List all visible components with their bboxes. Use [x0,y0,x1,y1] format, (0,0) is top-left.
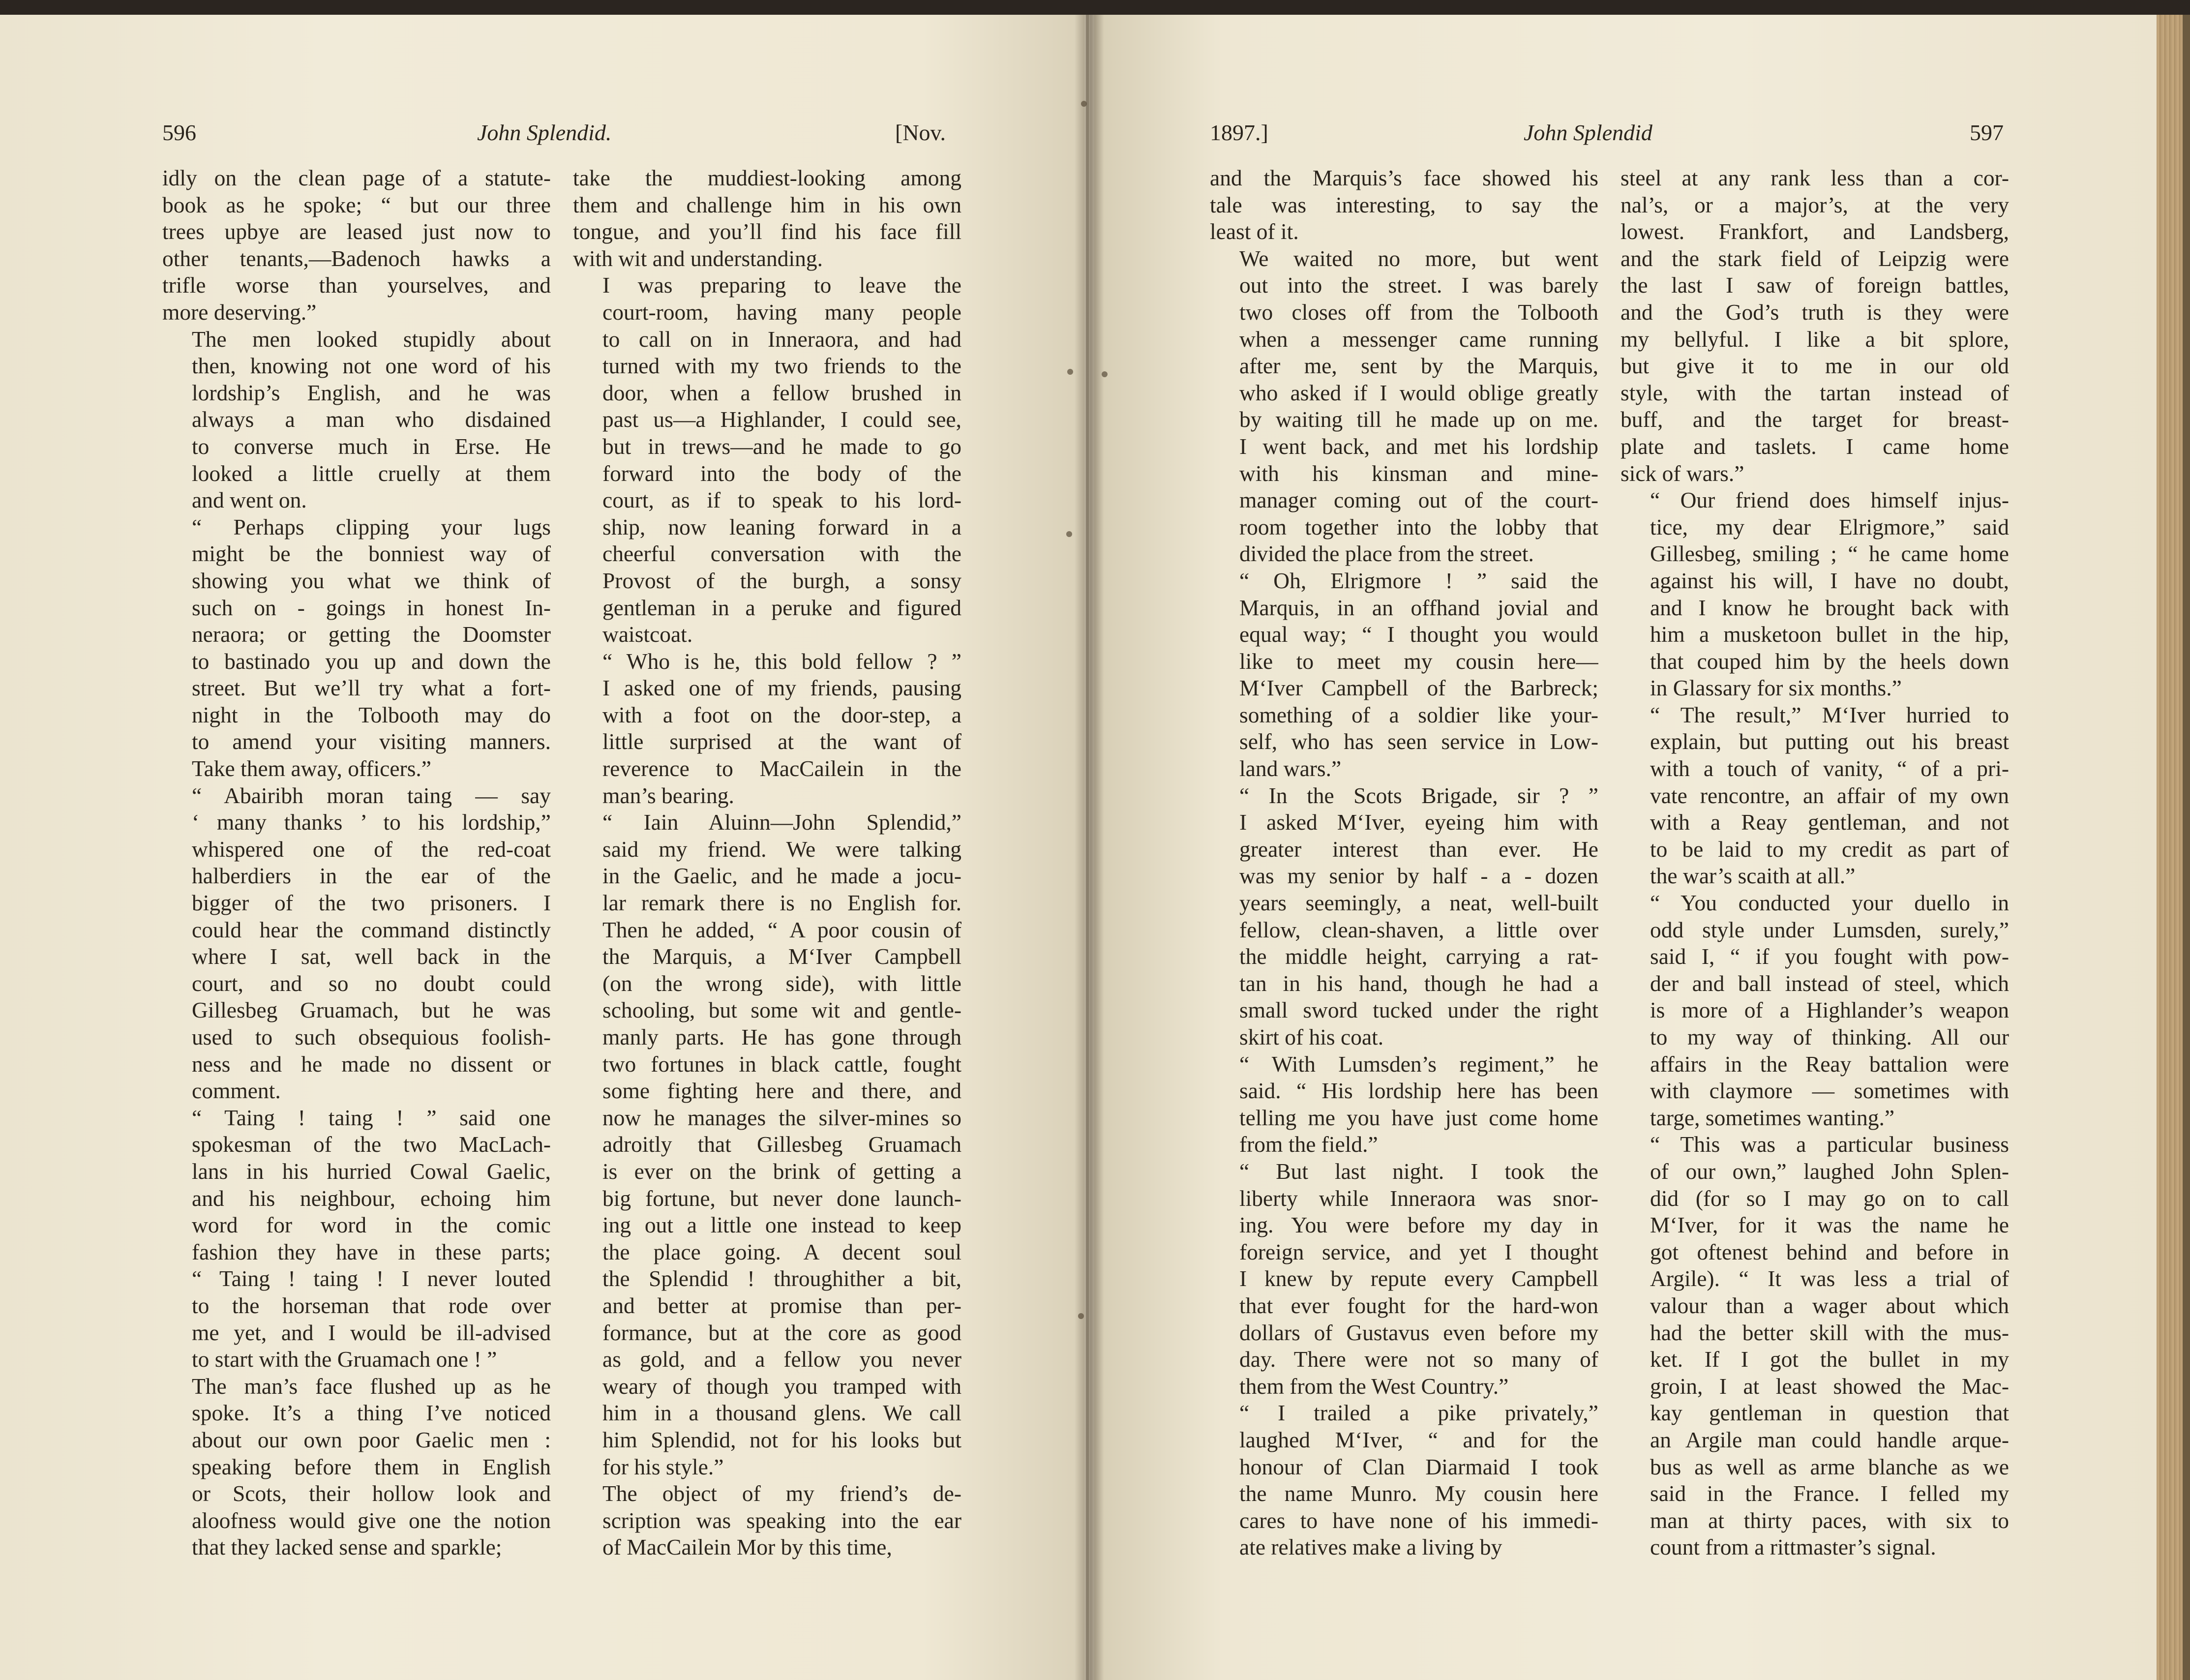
text-line: when a messenger came running [1239,326,1598,352]
text-line: the Marquis, a M‘Iver Campbell [602,944,961,969]
text-line: forward into the body of the [602,460,961,486]
text-line: after me, sent by the Marquis, [1239,353,1598,379]
text-line: man at thirty paces, with six to [1650,1507,2009,1533]
paragraph [1210,1400,1598,1561]
text-column-4 [1620,165,2009,1561]
text-line: had the better skill with the mus- [1650,1320,2009,1345]
text-line: now he manages the silver-mines so [602,1105,961,1130]
text-line: small sword tucked under the right [1239,997,1598,1023]
text-line: targe, sometimes wanting.” [1650,1105,1895,1130]
text-line: Take them away, officers.” [192,756,431,781]
text-line: turned with my two friends to the [602,353,961,379]
text-line: count from a rittmaster’s signal. [1650,1534,1936,1560]
text-line: was my senior by half - a - dozen [1239,863,1598,889]
text-line: trifle worse than yourselves, and [162,272,551,298]
text-line: I knew by repute every Campbell [1239,1266,1598,1291]
paragraph [573,809,961,1480]
text-line: I asked one of my friends, pausing [602,675,961,701]
text-line: steel at any rank less than a cor- [1620,165,2009,190]
text-line: him Splendid, not for his looks but [602,1427,961,1452]
text-line: like to meet my cousin here— [1239,648,1598,674]
text-line: groin, I at least showed the Mac- [1650,1373,2009,1399]
text-line: fashion they have in these parts; [192,1239,551,1264]
text-line: “ Taing ! taing ! ” said one [192,1105,551,1130]
text-line: least of it. [1210,219,1299,244]
text-line: I asked M‘Iver, eyeing him with [1239,810,1598,835]
text-line: with a touch of vanity, “ of a pri- [1650,756,2009,781]
text-line: two fortunes in black cattle, fought [602,1051,961,1077]
text-line: but give it to me in our old [1620,353,2009,379]
text-line: of MacCailein Mor by this time, [602,1534,892,1560]
text-line: plate and taslets. I came home [1620,433,2009,459]
text-line: odd style under Lumsden, surely,” [1650,917,2009,942]
text-line: formance, but at the core as good [602,1320,961,1345]
binding-mark [1078,1313,1084,1319]
running-title: John Splendid. [477,120,612,145]
text-line: with his kinsman and mine- [1239,460,1598,486]
text-line: adroitly that Gillesbeg Gruamach [602,1132,961,1157]
paragraph [1210,245,1598,568]
text-line: tice, my dear Elrigmore,” said [1650,514,2009,540]
running-title: John Splendid [1524,120,1652,145]
binding-mark [1102,371,1108,377]
text-line: “ This was a particular business [1650,1132,2009,1157]
text-line: the war’s scaith at all.” [1650,863,1856,889]
text-line: “ I trailed a pike privately,” [1239,1400,1598,1426]
text-line: him a musketoon bullet in the hip, [1650,622,2009,647]
text-line: to converse much in Erse. He [192,433,551,459]
binding-mark [1081,101,1087,107]
text-line: explain, but putting out his breast [1650,729,2009,754]
paragraph [1210,782,1598,1051]
page-number: 596 [162,120,196,145]
text-line: sick of wars.” [1620,460,1744,486]
text-line: word for word in the comic [192,1212,551,1238]
text-line: and I know he brought back with [1650,595,2009,620]
text-line: “ In the Scots Brigade, sir ? ” [1239,782,1598,808]
text-line: The men looked stupidly about [192,326,551,352]
text-line: gentleman in a peruke and figured [602,595,961,620]
text-line: M‘Iver Campbell of the Barbreck; [1239,675,1598,701]
text-line: I went back, and met his lordship [1239,433,1598,459]
text-line: him in a thousand glens. We call [602,1400,961,1426]
text-line: said my friend. We were talking [602,836,961,862]
text-line: in the Gaelic, and he made a jocu- [602,863,961,889]
text-line: bus as well as arme blanche as we [1650,1454,2009,1479]
text-line: as gold, and a fellow you never [602,1347,961,1372]
text-line: night in the Tolbooth may do [192,702,551,727]
text-line: divided the place from the street. [1239,541,1534,567]
book-cover-edge [2183,15,2190,1680]
text-line: halberdiers in the ear of the [192,863,551,889]
text-line: in Glassary for six months.” [1650,675,1902,701]
text-line: showing you what we think of [192,568,551,593]
binding-mark [1066,531,1072,537]
text-line: of our own,” laughed John Splen- [1650,1158,2009,1184]
paragraph [162,782,551,1105]
text-line: court-room, having many people [602,299,961,325]
text-line: that couped him by the heels down [1650,648,2009,674]
text-line: something of a soldier like your- [1239,702,1598,727]
text-line: me yet, and I would be ill-advised [192,1320,551,1345]
text-line: waistcoat. [602,622,693,647]
text-line: could hear the command distinctly [192,917,551,942]
text-line: my bellyful. I like a bit splore, [1620,326,2009,352]
text-line: “ With Lumsden’s regiment,” he [1239,1051,1598,1077]
text-line: little surprised at the want of [602,729,961,754]
text-line: that they lacked sense and sparkle; [192,1534,502,1560]
text-line: used to such obsequious foolish- [192,1024,551,1050]
text-line: court, and so no doubt could [192,970,551,996]
text-line: them from the West Country.” [1239,1373,1509,1399]
text-line: lordship’s English, and he was [192,380,551,405]
text-line: to amend your visiting manners. [192,729,551,754]
text-line: bigger of the two prisoners. I [192,890,551,916]
text-line: ness and he made no dissent or [192,1051,551,1077]
text-line: and better at promise than per- [602,1292,961,1318]
text-line: “ Oh, Elrigmore ! ” said the [1239,568,1598,593]
paragraph [1620,702,2009,890]
text-line: who asked if I would oblige greatly [1239,380,1598,405]
text-line: lowest. Frankfort, and Landsberg, [1620,219,2009,244]
text-line: cares to have none of his immedi- [1239,1507,1598,1533]
text-line: more deserving.” [162,299,317,325]
text-line: said I, “ if you fought with pow- [1650,944,2009,969]
text-line: spokesman of the two MacLach- [192,1132,551,1157]
text-line: valour than a wager about which [1650,1292,2009,1318]
paragraph [573,272,961,648]
text-line: but in trews—and he made to go [602,433,961,459]
text-line: The object of my friend’s de- [602,1481,961,1506]
text-line: from the field.” [1239,1132,1378,1157]
text-line: I was preparing to leave the [602,272,961,298]
text-line: to bastinado you up and down the [192,648,551,674]
text-line: “ Perhaps clipping your lugs [192,514,551,540]
text-line: Marquis, in an offhand jovial and [1239,595,1598,620]
text-column-3 [1210,165,1598,1561]
text-line: and went on. [192,487,307,513]
text-line: vate rencontre, an affair of my own [1650,782,2009,808]
text-line: some fighting here and there, and [602,1078,961,1104]
text-line: idly on the clean page of a statute- [162,165,551,190]
binding-line [1086,15,1089,1680]
binding-mark [1067,369,1073,375]
text-line: and the God’s truth is they were [1620,299,2009,325]
text-line: to my way of thinking. All our [1650,1024,2009,1050]
text-line: Provost of the burgh, a sonsy [602,568,961,593]
text-line: said in the France. I felled my [1650,1481,2009,1506]
paragraph [573,165,961,272]
text-line: ket. If I got the bullet in my [1650,1347,2009,1372]
text-line: that ever fought for the hard-won [1239,1292,1598,1318]
text-line: “ Taing ! taing ! I never louted [192,1266,551,1291]
text-line: ‘ many thanks ’ to his lordship,” [192,810,551,835]
text-line: to be laid to my credit as part of [1650,836,2009,862]
text-line: spoke. It’s a thing I’ve noticed [192,1400,551,1426]
issue-date: 1897.] [1210,120,1268,145]
text-line: with a Reay gentleman, and not [1650,810,2009,835]
text-line: Argile). “ It was less a trial of [1650,1266,2009,1291]
text-line: the middle height, carrying a rat- [1239,944,1598,969]
paragraph [162,514,551,782]
text-line: and the Marquis’s face showed his [1210,165,1598,190]
text-line: kay gentleman in question that [1650,1400,2009,1426]
right-page-header [0,111,2157,155]
text-line: scription was speaking into the ear [602,1507,961,1533]
book-gutter [1075,15,1104,1680]
text-line: foreign service, and yet I thought [1239,1239,1598,1264]
text-line: whispered one of the red-coat [192,836,551,862]
text-column-2 [573,165,961,1561]
text-line: by waiting till he made up on me. [1239,407,1598,432]
text-line: door, when a fellow brushed in [602,380,961,405]
text-line: such on - goings in honest In- [192,595,551,620]
text-line: with a foot on the door-step, a [602,702,961,727]
text-line: to the horseman that rode over [192,1292,551,1318]
text-line: lar remark there is no English for. [602,890,961,916]
paragraph [162,1373,551,1561]
text-line: The man’s face flushed up as he [192,1373,551,1399]
text-line: We waited no more, but went [1239,245,1598,271]
text-line: book as he spoke; “ but our three [162,192,551,217]
paragraph [573,1480,961,1561]
text-line: Gillesbeg Gruamach, but he was [192,997,551,1023]
text-line: “ You conducted your duello in [1650,890,2009,916]
text-line: then, knowing not one word of his [192,353,551,379]
top-edge [0,0,2190,15]
text-line: nal’s, or a major’s, at the very [1620,192,2009,217]
text-line: laughed M‘Iver, “ and for the [1239,1427,1598,1452]
text-line: other tenants,—Badenoch hawks a [162,245,551,271]
text-line: where I sat, well back in the [192,944,551,969]
text-line: comment. [192,1078,281,1104]
text-line: room together into the lobby that [1239,514,1598,540]
text-line: Then he added, “ A poor cousin of [602,917,961,942]
text-line: “ Who is he, this bold fellow ? ” [602,648,961,674]
text-line: dollars of Gustavus even before my [1239,1320,1598,1345]
paragraph [1210,1051,1598,1158]
text-line: speaking before them in English [192,1454,551,1479]
text-line: looked a little cruelly at them [192,460,551,486]
text-line: equal way; “ I thought you would [1239,622,1598,647]
text-line: the name Munro. My cousin here [1239,1481,1598,1506]
text-line: liberty while Inneraora was snor- [1239,1185,1598,1211]
text-line: two closes off from the Tolbooth [1239,299,1598,325]
text-line: court, as if to speak to his lord- [602,487,961,513]
text-line: tale was interesting, to say the [1210,192,1598,217]
text-line: “ Iain Aluinn—John Splendid,” [602,810,961,835]
paragraph [1620,1131,2009,1561]
text-line: skirt of his coat. [1239,1024,1384,1050]
text-line: and the stark field of Leipzig were [1620,245,2009,271]
text-line: lans in his hurried Cowal Gaelic, [192,1158,551,1184]
text-line: the place going. A decent soul [602,1239,961,1264]
text-line: the Splendid ! throughither a bit, [602,1266,961,1291]
text-line: buff, and the target for breast- [1620,407,2009,432]
text-line: ing. You were before my day in [1239,1212,1598,1238]
text-line: tan in his hand, though he had a [1239,970,1598,996]
text-line: honour of Clan Diarmaid I took [1239,1454,1598,1479]
text-line: to call on in Inneraora, and had [602,326,961,352]
text-line: always a man who disdained [192,407,551,432]
text-line: take the muddiest-looking among [573,165,961,190]
text-line: manly parts. He has gone through [602,1024,961,1050]
text-line: about our own poor Gaelic men : [192,1427,551,1452]
text-line: out into the street. I was barely [1239,272,1598,298]
text-line: got oftenest behind and before in [1650,1239,2009,1264]
text-line: did (for so I may go on to call [1650,1185,2009,1211]
paragraph [1620,890,2009,1131]
paragraph [1210,1158,1598,1400]
text-line: is more of a Highlander’s weapon [1650,997,2009,1023]
text-line: street. But we’ll try what a fort- [192,675,551,701]
text-line: the last I saw of foreign battles, [1620,272,2009,298]
text-line: man’s bearing. [602,782,734,808]
text-line: affairs in the Reay battalion were [1650,1051,2009,1077]
text-line: with claymore — sometimes with [1650,1078,2009,1104]
text-line: “ The result,” M‘Iver hurried to [1650,702,2009,727]
text-line: “ Our friend does himself injus- [1650,487,2009,513]
text-line: (on the wrong side), with little [602,970,961,996]
paragraph [1620,165,2009,487]
page-number: 597 [1970,120,2004,145]
text-line: greater interest than ever. He [1239,836,1598,862]
text-line: day. There were not so many of [1239,1347,1598,1372]
text-line: ate relatives make a living by [1239,1534,1502,1560]
text-line: schooling, but some wit and gentle- [602,997,961,1023]
text-line: style, with the tartan instead of [1620,380,2009,405]
text-line: self, who has seen service in Low- [1239,729,1598,754]
text-line: cheerful conversation with the [602,541,961,567]
text-line: against his will, I have no doubt, [1650,568,2009,593]
text-line: to start with the Gruamach one ! ” [192,1347,497,1372]
text-line: them and challenge him in his own [573,192,961,217]
text-line: aloofness would give one the notion [192,1507,551,1533]
text-line: years seemingly, a neat, well-built [1239,890,1598,916]
text-line: might be the bonniest way of [192,541,551,567]
paragraph [162,326,551,514]
text-line: fellow, clean-shaven, a little over [1239,917,1598,942]
text-line: der and ball instead of steel, which [1650,970,2009,996]
text-line: “ Abairibh moran taing — say [192,782,551,808]
paragraph [1620,487,2009,702]
text-line: tongue, and you’ll find his face fill [573,219,961,244]
text-line: or Scots, their hollow look and [192,1481,551,1506]
text-line: with wit and understanding. [573,245,823,271]
text-line: an Argile man could handle arque- [1650,1427,2009,1452]
text-line: M‘Iver, for it was the name he [1650,1212,2009,1238]
text-line: is ever on the brink of getting a [602,1158,961,1184]
text-line: Gillesbeg, smiling ; “ he came home [1650,541,2009,567]
text-line: ship, now leaning forward in a [602,514,961,540]
text-line: telling me you have just come home [1239,1105,1598,1130]
text-line: big fortune, but never done launch- [602,1185,961,1211]
text-line: “ But last night. I took the [1239,1158,1598,1184]
text-column-1 [162,165,551,1561]
issue-date: [Nov. [895,120,946,145]
text-line: past us—a Highlander, I could see, [602,407,961,432]
text-line: for his style.” [602,1454,724,1479]
text-line: reverence to MacCailein in the [602,756,961,781]
text-line: said. “ His lordship here has been [1239,1078,1598,1104]
paragraph [162,1105,551,1373]
paragraph [162,165,551,326]
text-line: and his neighbour, echoing him [192,1185,551,1211]
paragraph [573,648,961,810]
paragraph [1210,568,1598,782]
paragraph [1210,165,1598,245]
text-line: ing out a little one instead to keep [602,1212,961,1238]
text-line: weary of though you tramped with [602,1373,961,1399]
text-line: neraora; or getting the Doomster [192,622,551,647]
text-line: manager coming out of the court- [1239,487,1598,513]
text-line: trees upbye are leased just now to [162,219,551,244]
text-line: land wars.” [1239,756,1342,781]
